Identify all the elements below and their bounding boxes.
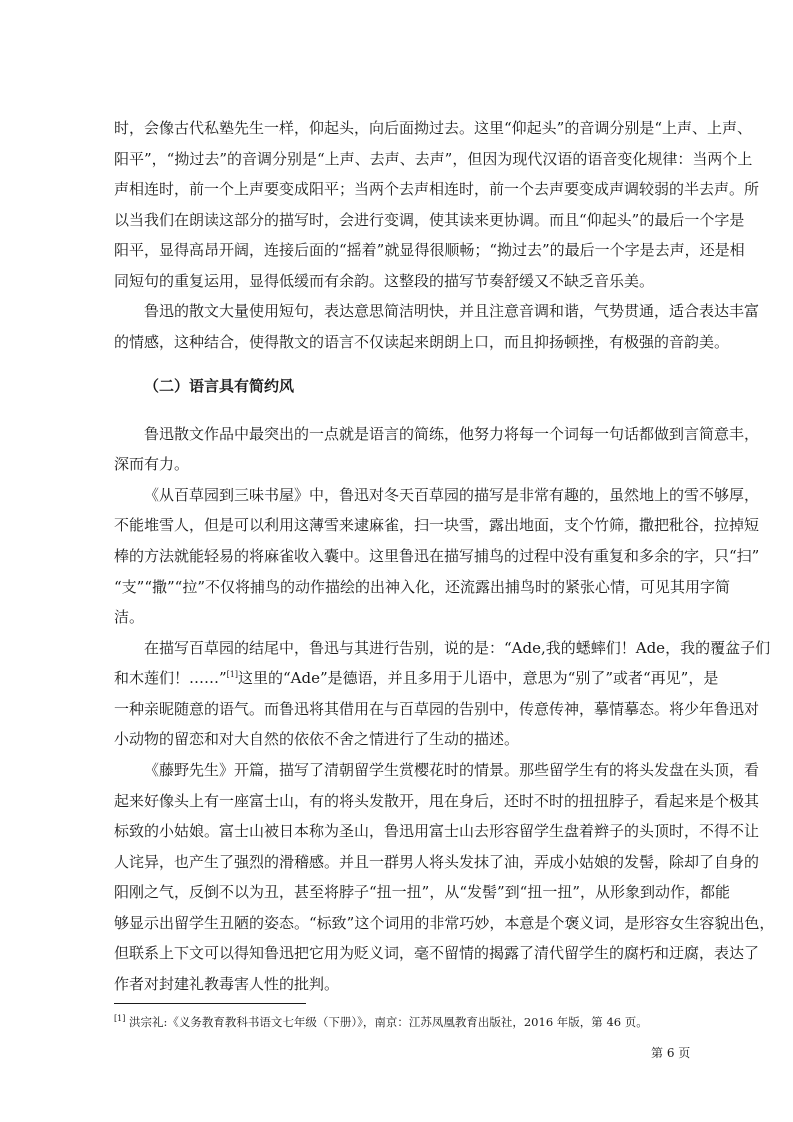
- paragraph-line: 时，会像古代私塾先生一样，仰起头，向后面拗过去。这里“仰起头”的音调分别是“上声、上声、: [114, 119, 753, 137]
- paragraph-line: 《从百草园到三味书屋》中，鲁迅对冬天百草园的描写是非常有趣的，虽然地上的雪不够厚，: [144, 485, 760, 504]
- paragraph-line: 深而有力。: [114, 455, 190, 474]
- paragraph-line: 阳刚之气，反倒不以为丑，甚至将脖子“扭一扭”，从“发髻”到“扭一扭”，从形象到动作，都能: [114, 883, 731, 902]
- paragraph-line: “支”“撒”“拉”不仅将捕鸟的动作描绘的出神入化，还流露出捕鸟时的紧张心情，可见其用字简: [114, 577, 731, 596]
- paragraph-line: [114, 662, 718, 694]
- paragraph-line: 不能堆雪人，但是可以利用这薄雪来逮麻雀，扫一块雪，露出地面，支个竹筛，撒把秕谷，拉掉短: [114, 516, 760, 535]
- section-heading: （二）语言具有简约风: [144, 376, 295, 395]
- paragraph-line: 声相连时，前一个上声要变成阳平；当两个去声相连时，前一个去声要变成声调较弱的半去声。所: [114, 180, 760, 199]
- footnote-reference: [1]: [226, 670, 239, 680]
- quote-text: 和木莲们！……”: [114, 669, 227, 688]
- paragraph-line: 以当我们在朗读这部分的描写时，会进行变调，使其读来更协调。而且“仰起头”的最后一个字是: [114, 210, 745, 229]
- paragraph-line: 洁。: [114, 608, 145, 627]
- paragraph-line: 小动物的留恋和对大自然的依依不舍之情进行了生动的描述。: [114, 730, 520, 749]
- quote-continuation: 这里的“Ade”是德语，并且多用于儿语中，意思为“别了”或者“再见”，是: [238, 669, 719, 688]
- page-number: 第 6 页: [651, 1046, 691, 1060]
- paragraph-line: 阳平，显得高昂开阔，连接后面的“摇着”就显得很顺畅；“拗过去”的最后一个字是去声，还是相: [114, 241, 745, 260]
- paragraph-line: 够显示出留学生丑陋的姿态。“标致”这个词用的非常巧妙，本意是个褒义词，是形容女生容貌出色，: [114, 913, 775, 932]
- footnote-text: 洪宗礼:《义务教育教科书语文七年级（下册）》，南京：江苏凤凰教育出版社，2016 年版，第 46 页。: [129, 1015, 648, 1029]
- footnote: [114, 1014, 648, 1030]
- paragraph-line: 的情感，这种结合，使得散文的语言不仅读起来朗朗上口，而且抑扬顿挫，有极强的音韵美。: [114, 333, 730, 351]
- paragraph-line: 作者对封建礼教毒害人性的批判。: [114, 975, 340, 993]
- paragraph-line: 《藤野先生》开篇，描写了清朝留学生赏樱花时的情景。那些留学生有的将头发盘在头顶，看: [144, 761, 760, 779]
- paragraph-line: 一种亲昵随意的语气。而鲁迅将其借用在与百草园的告别中，传意传神，摹情摹态。将少年鲁迅对: [114, 699, 760, 718]
- paragraph-line: 起来好像头上有一座富士山，有的将头发散开，甩在身后，还时不时的扭扭脖子，看起来是个极其: [114, 791, 760, 810]
- footnote-marker: [1]: [114, 1014, 126, 1024]
- paragraph-line: 鲁迅的散文大量使用短句，表达意思简洁明快，并且注意音调和谐，气势贯通，适合表达丰富: [144, 302, 760, 321]
- paragraph-line: 鲁迅散文作品中最突出的一点就是语言的简练，他努力将每一个词每一句话都做到言简意丰，: [144, 424, 760, 443]
- paragraph-line: 棒的方法就能轻易的将麻雀收入囊中。这里鲁迅在描写捕鸟的过程中没有重复和多余的字，只“扫”: [114, 547, 760, 565]
- paragraph-line: 在描写百草园的结尾中，鲁迅与其进行告别，说的是：“Ade,我的蟋蟀们！Ade，我的覆盆子们: [144, 638, 771, 657]
- footnote-divider: [114, 1003, 306, 1004]
- paragraph-line: 标致的小姑娘。富士山被日本称为圣山，鲁迅用富士山去形容留学生盘着辫子的头顶时，不得不让: [114, 822, 760, 841]
- paragraph-line: 阳平”，“拗过去”的音调分别是“上声、去声、去声”，但因为现代汉语的语音变化规律：当两个上: [114, 149, 753, 168]
- paragraph-line: 但联系上下文可以得知鲁迅把它用为贬义词，毫不留情的揭露了清代留学生的腐朽和迂腐，表达了: [114, 944, 760, 963]
- paragraph-line: 人诧异，也产生了强烈的滑稽感。并且一群男人将头发抹了油，弄成小姑娘的发髻，除却了自身的: [114, 852, 760, 871]
- paragraph-line: 同短句的重复运用，显得低缓而有余韵。这整段的描写节奏舒缓又不缺乏音乐美。: [114, 271, 655, 290]
